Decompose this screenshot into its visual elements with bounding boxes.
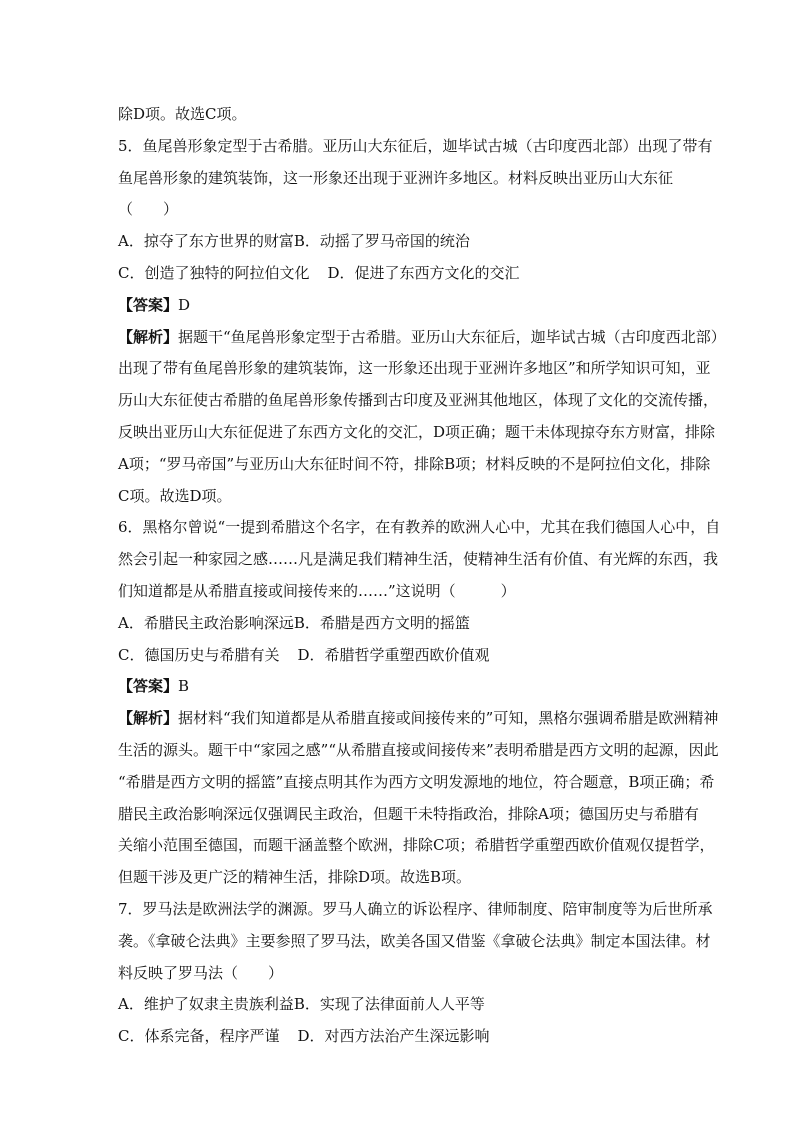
answer-value: B <box>178 677 190 696</box>
options-row <box>118 258 686 290</box>
answer-tag: 【答案】 <box>118 677 179 696</box>
option-b: B．动摇了罗马帝国的统治 <box>293 232 470 251</box>
question-stem-line: （ ） <box>118 200 179 219</box>
analysis-line: 生活的源头。题干中“家园之感”“从希腊直接或间接传来”表明希腊是西方文明的起源，因此 <box>118 740 719 759</box>
question-stem-line: 鱼尾兽形象的建筑装饰，这一形象还出现于亚洲许多地区。材料反映出亚历山大东征 <box>118 168 674 187</box>
analysis-text: 据题干“鱼尾兽形象定型于古希腊。亚历山大东征后，迦毕试古城（古印度西北部） <box>178 327 726 346</box>
analysis-text: 据材料“我们知道都是从希腊直接或间接传来的”可知，黑格尔强调希腊是欧洲精神 <box>178 709 719 728</box>
question-stem-line: 5．鱼尾兽形象定型于古希腊。亚历山大东征后，迦毕试古城（古印度西北部）出现了带有 <box>118 136 713 155</box>
continuation-line: 除D项。故选C项。 <box>118 105 247 123</box>
question-stem-line: 袭。《拿破仑法典》主要参照了罗马法，欧美各国又借鉴《拿破仑法典》制定本国法律。材 <box>118 931 711 950</box>
analysis-line: 腊民主政治影响深远仅强调民主政治，但题干未特指政治，排除A项；德国历史与希腊有 <box>118 804 699 823</box>
option-a: A．维护了奴隶主贵族利益 <box>118 995 294 1014</box>
analysis-tag: 【解析】 <box>118 327 179 346</box>
option-b: B．希腊是西方文明的摇篮 <box>293 613 470 632</box>
option-d: D．对西方法治产生深远影响 <box>297 1027 490 1046</box>
answer-value: D <box>178 295 191 314</box>
answer-line <box>118 671 686 703</box>
question-stem-line: 7．罗马法是欧洲法学的渊源。罗马人确立的诉讼程序、律师制度、陪审制度等为后世所承 <box>118 899 713 918</box>
question-stem-line: 6．黑格尔曾说“一提到希腊这个名字，在有教养的欧洲人心中，尤其在我们德国人心中，自 <box>118 518 721 537</box>
analysis-line: 但题干涉及更广泛的精神生活，排除D项。故选B项。 <box>118 868 472 887</box>
analysis-line: A项；“罗马帝国”与亚历山大东征时间不符，排除B项；材料反映的不是阿拉伯文化，排除 <box>118 454 711 473</box>
analysis-line: 历山大东征使古希腊的鱼尾兽形象传播到古印度及亚洲其他地区，体现了文化的交流传播， <box>118 391 719 410</box>
analysis-line: 关缩小范围至德国，而题干涵盖整个欧洲，排除C项；希腊哲学重塑西欧价值观仅提哲学， <box>118 836 715 855</box>
question-6 <box>118 512 721 894</box>
answer-tag: 【答案】 <box>118 295 179 314</box>
options-row <box>118 640 686 672</box>
analysis-line: 出现了带有鱼尾兽形象的建筑装饰，这一形象还出现于亚洲许多地区”和所学知识可知，亚 <box>118 359 711 378</box>
option-d: D．促进了东西方文化的交汇 <box>327 263 520 282</box>
option-a: A．希腊民主政治影响深远 <box>118 613 294 632</box>
analysis-line: C项。故选D项。 <box>118 486 232 505</box>
question-stem-line: 们知道都是从希腊直接或间接传来的……”这说明（ ） <box>118 581 516 600</box>
options-row <box>118 608 686 640</box>
question-stem-line: 料反映了罗马法（ ） <box>118 963 284 982</box>
option-c: C．体系完备，程序严谨 <box>118 1027 280 1046</box>
option-b: B．实现了法律面前人人平等 <box>293 995 485 1014</box>
answer-line <box>118 290 686 322</box>
analysis-line <box>118 703 719 735</box>
question-7 <box>118 894 713 1053</box>
option-d: D．希腊哲学重塑西欧价值观 <box>297 645 490 664</box>
question-stem-line: 然会引起一种家园之感……凡是满足我们精神生活，使精神生活有价值、有光辉的东西，我 <box>118 550 719 569</box>
option-c: C．德国历史与希腊有关 <box>118 645 280 664</box>
analysis-tag: 【解析】 <box>118 709 179 728</box>
document-page <box>118 99 726 1053</box>
analysis-line: 反映出亚历山大东征促进了东西方文化的交汇，D项正确；题干未体现掠夺东方财富，排除 <box>118 422 716 441</box>
analysis-line <box>118 322 726 354</box>
options-row <box>118 1021 686 1053</box>
question-5 <box>118 131 726 513</box>
options-row <box>118 226 686 258</box>
option-a: A．掠夺了东方世界的财富 <box>118 232 294 251</box>
options-row <box>118 989 686 1021</box>
option-c: C．创造了独特的阿拉伯文化 <box>118 263 310 282</box>
analysis-line: “希腊是西方文明的摇篮”直接点明其作为西方文明发源地的地位，符合题意，B项正确；希 <box>118 772 715 791</box>
